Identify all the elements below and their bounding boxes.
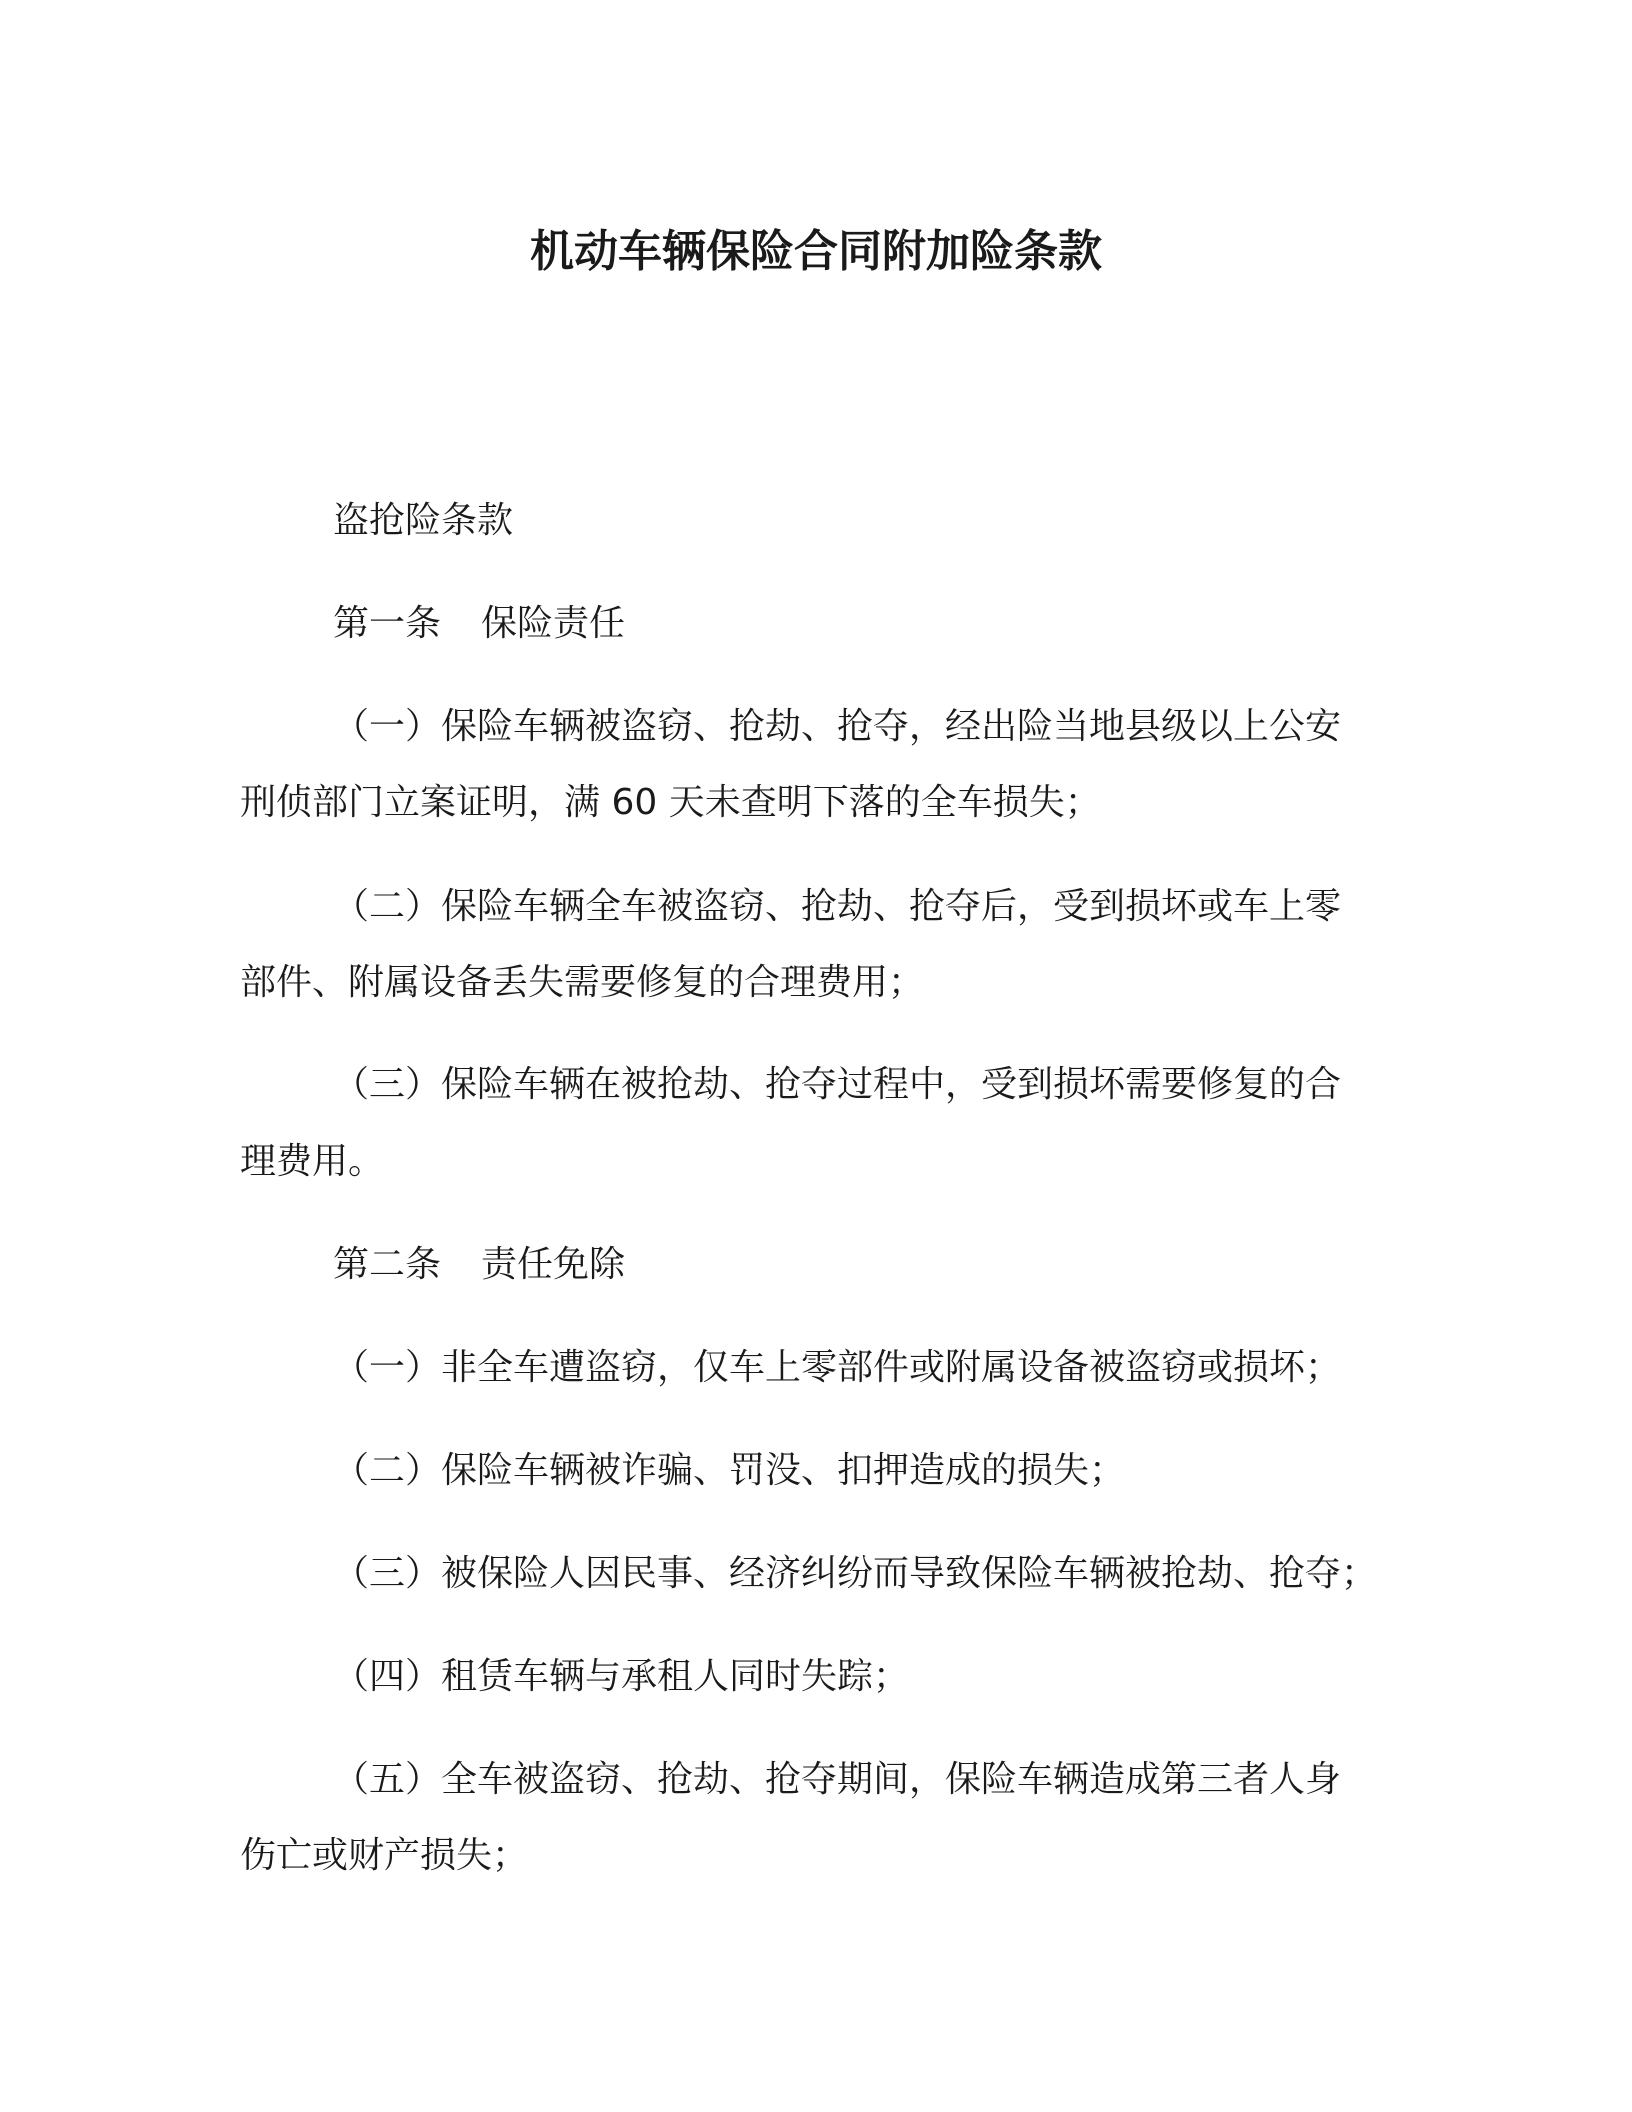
article-1-item-3-line-2: 理费用。	[240, 1141, 385, 1182]
article-2-number: 第二条	[333, 1244, 442, 1285]
article-1-item-2-line-2: 部件、附属设备丢失需要修复的合理费用；	[240, 962, 925, 1003]
article-2-title: 责任免除	[481, 1244, 626, 1285]
article-1-item-2-line-1: （二）保险车辆全车被盗窃、抢劫、抢夺后，受到损坏或车上零	[333, 886, 1342, 927]
article-2-item-2-line-1: （二）保险车辆被诈骗、罚没、扣押造成的损失；	[333, 1450, 1126, 1491]
article-1-item-1-line-1: （一）保险车辆被盗窃、抢劫、抢夺，经出险当地县级以上公安	[333, 706, 1342, 747]
article-1-heading	[333, 599, 625, 649]
article-2-item-1-line-1: （一）非全车遭盗窃，仅车上零部件或附属设备被盗窃或损坏；	[333, 1347, 1342, 1388]
article-2-item-3-line-1: （三）被保险人因民事、经济纠纷而导致保险车辆被抢劫、抢夺；	[333, 1553, 1378, 1594]
article-1-title: 保险责任	[481, 603, 626, 644]
article-1-item-1-line-2: 刑侦部门立案证明，满 60 天未查明下落的全车损失；	[240, 782, 1101, 823]
article-2-item-4-line-1: （四）租赁车辆与承租人同时失踪；	[333, 1656, 910, 1697]
article-2-item-5-line-2: 伤亡或财产损失；	[240, 1835, 529, 1876]
article-1-item-3-line-1: （三）保险车辆在被抢劫、抢夺过程中，受到损坏需要修复的合	[333, 1064, 1342, 1105]
section-title: 盗抢险条款	[333, 500, 514, 541]
document-title: 机动车辆保险合同附加险条款	[530, 226, 1102, 277]
article-1-number: 第一条	[333, 603, 442, 644]
article-2-heading	[333, 1240, 625, 1290]
article-2-item-5-line-1: （五）全车被盗窃、抢劫、抢夺期间，保险车辆造成第三者人身	[333, 1759, 1342, 1800]
